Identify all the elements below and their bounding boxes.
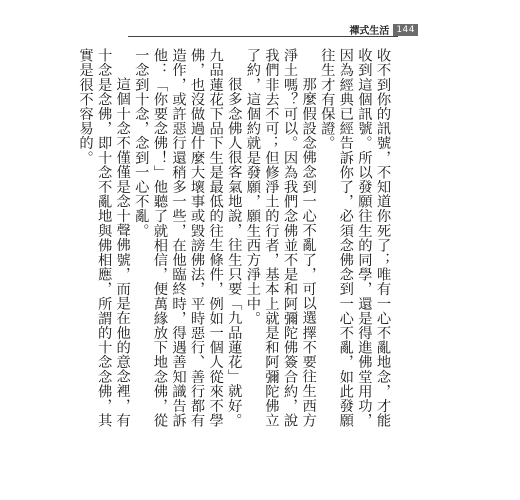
vertical-text-block	[77, 48, 392, 438]
paragraph-2: 那麼假設念佛念到一心不亂了，可以選擇不要往生西方淨土嗎？可以。因為我們念佛並不是和阿彌陀佛簽合約，說我們非去不可；但修淨土的行者，基本上就是和阿彌陀佛立了約，這個約就是發願，願生西方淨土中。	[244, 48, 317, 428]
paragraph-4: 這個十念不僅僅是念十聲佛號，而是在他的意念裡，有十念是念佛，即十念不亂地與佛相應，所謂的十念念佛，其實是很不容易的。	[77, 48, 131, 428]
paragraph-3: 很多念佛人很客氣地說，往生只要「九品蓮花」就好。九品蓮花下品下生是最低的往生條件，例如一個人從來不學佛，也沒做過什麼大壞事或毀謗佛法，平時惡行、善行都有造作，或許惡行還稍多一些，在他臨終時，得遇善知識告訴他：「你要念佛！」他聽了就相信，便萬緣放下地念佛，從一念到十念，念到一心不亂。	[133, 48, 243, 428]
running-header	[349, 22, 418, 37]
page-number: 144	[393, 24, 418, 36]
paragraph-1: 收不到你的訊號，不知道你死了；唯有一心不亂地念，才能收到這個訊號。所以發願往生的同學，還是得進佛堂用功，因為經典已經告訴你了，必須念佛念到一心不亂，如此發願往生才有保證。	[319, 48, 391, 428]
header-rule	[128, 36, 398, 37]
book-title: 禪式生活	[349, 26, 390, 37]
